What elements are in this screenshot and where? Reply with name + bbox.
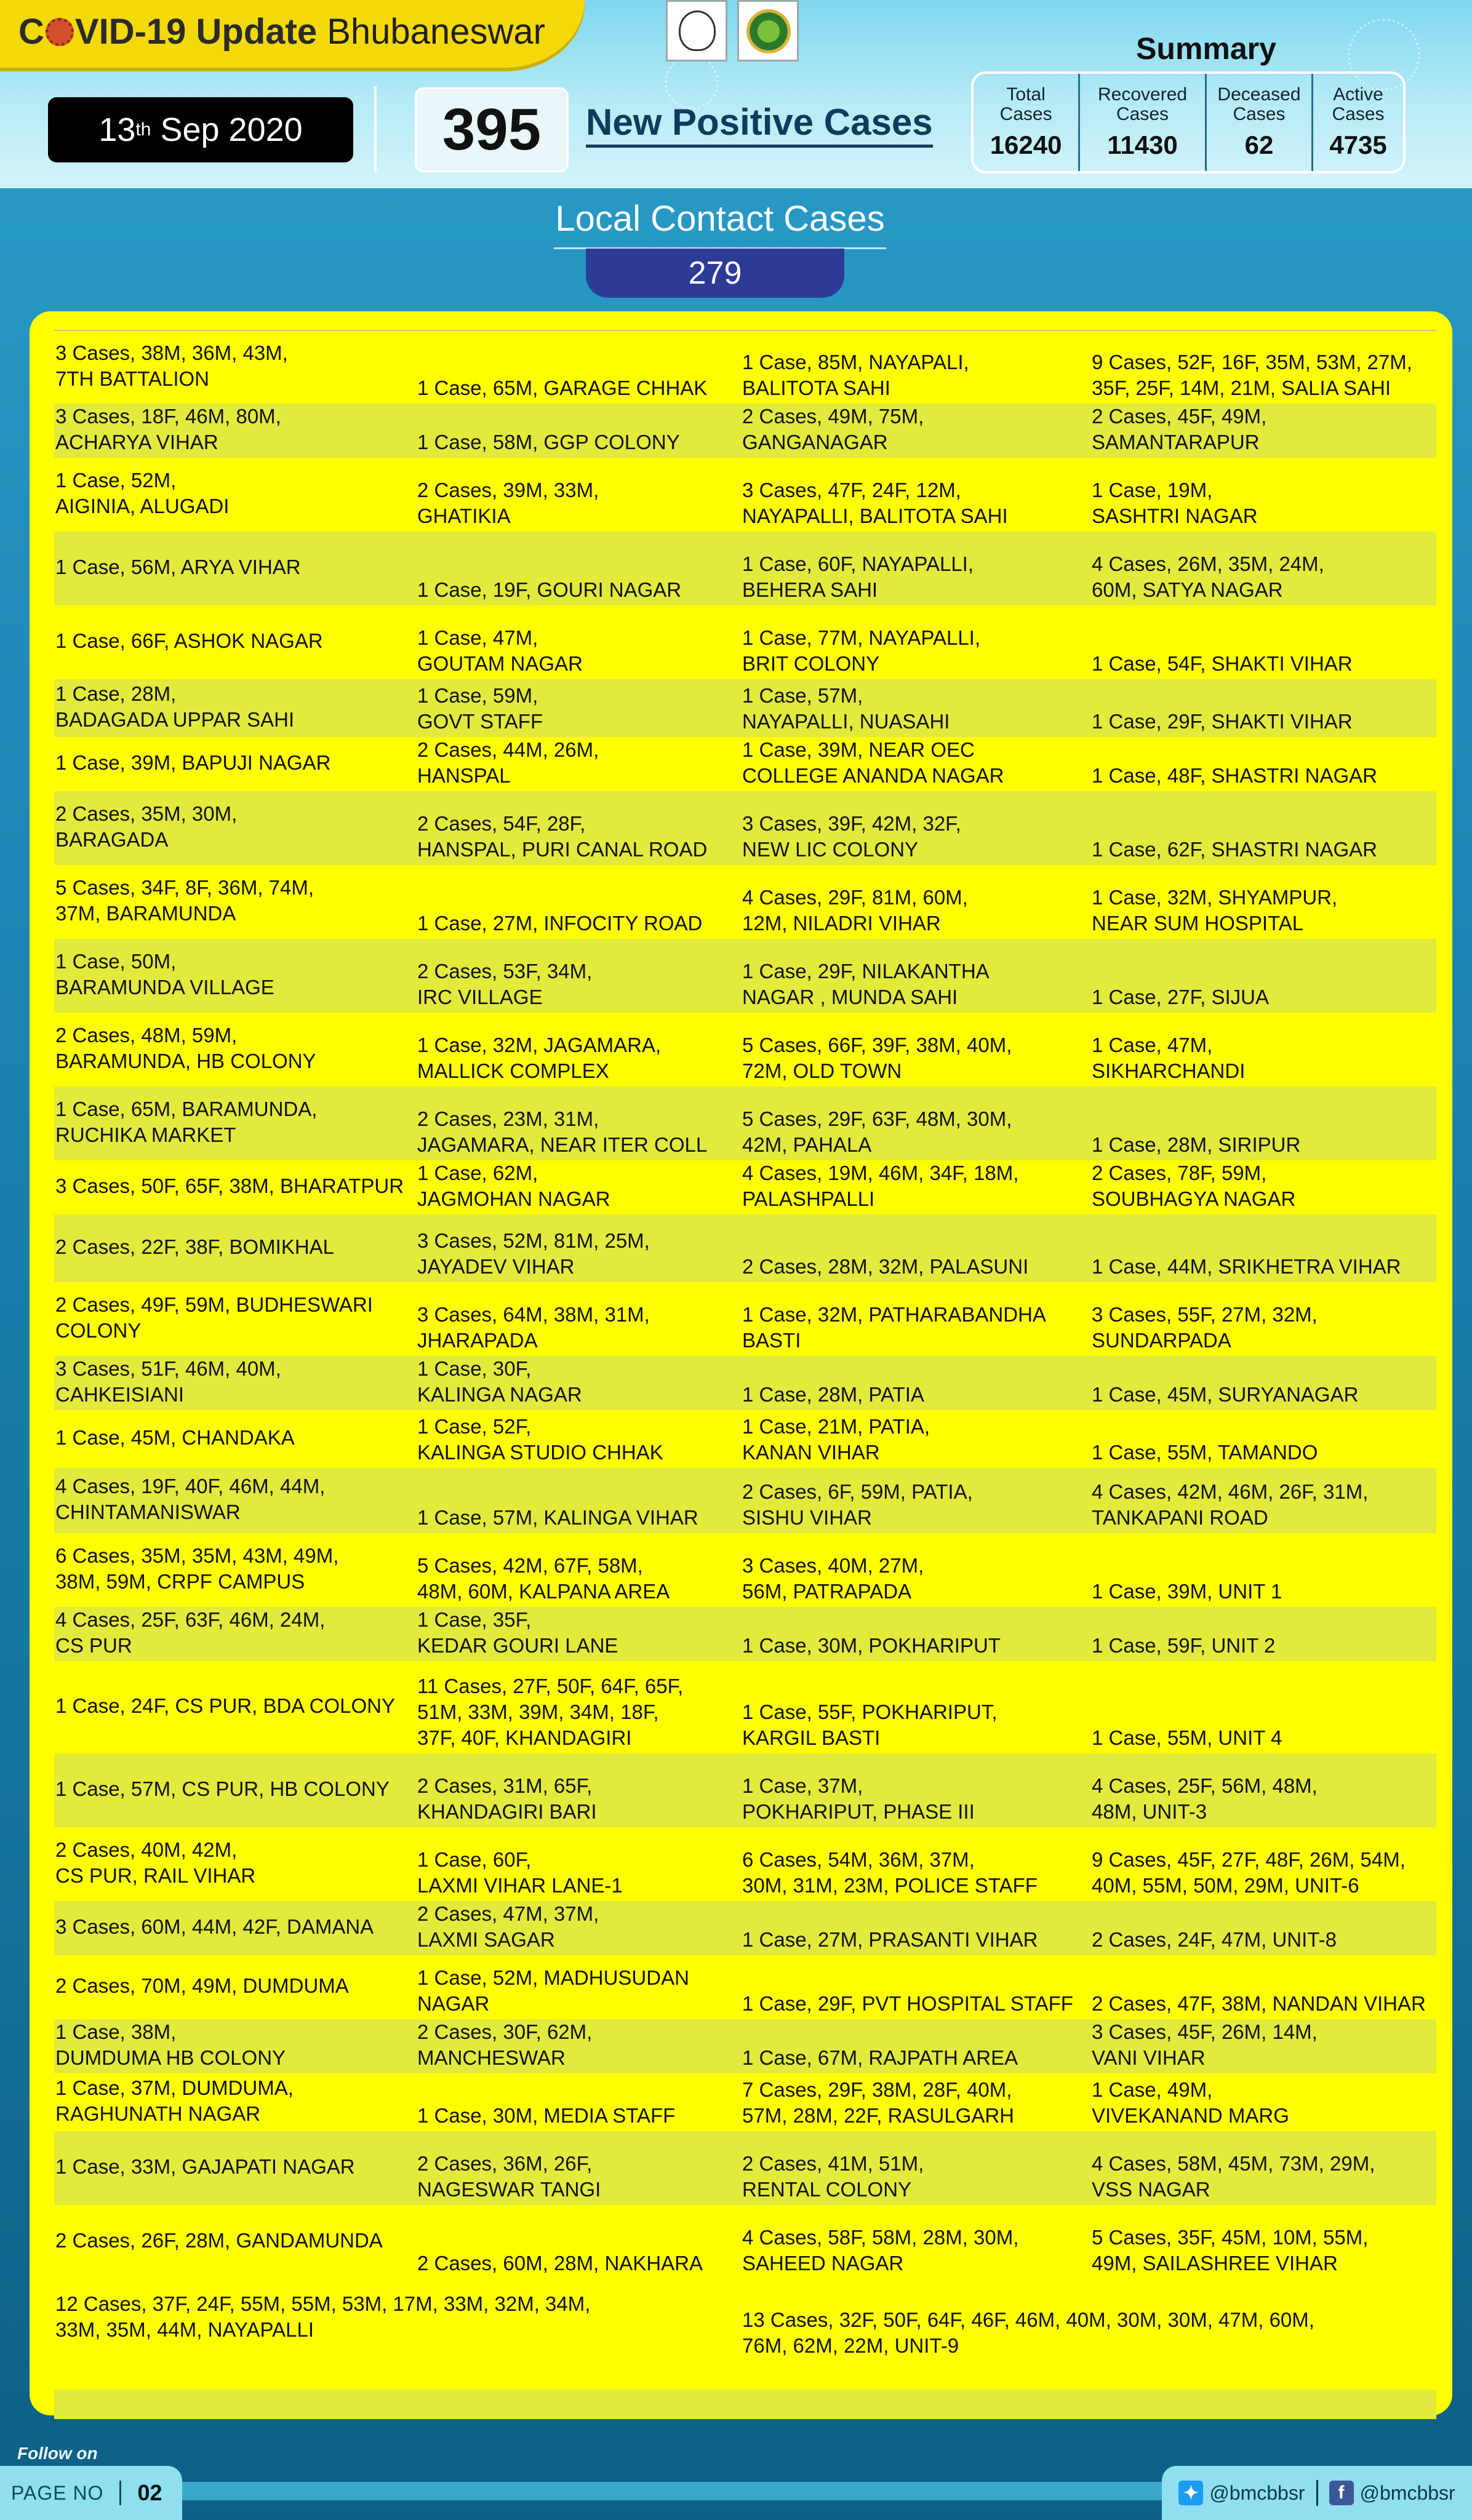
case-cell: 1 Case, 28M, SIRIPUR bbox=[1092, 1133, 1301, 1156]
case-cell: 1 Case, 77M, NAYAPALLI, BRIT COLONY bbox=[742, 626, 981, 675]
case-cell: 3 Cases, 50F, 65F, 38M, BHARATPUR bbox=[55, 1174, 404, 1197]
date-day: 13 bbox=[98, 111, 136, 148]
case-cell: 1 Case, 29F, SHAKTI VIHAR bbox=[1092, 710, 1353, 733]
case-cell: 1 Case, 57M, KALINGA VIHAR bbox=[417, 1506, 698, 1529]
case-cell: 4 Cases, 19F, 40F, 46M, 44M, CHINTAMANISWAR bbox=[55, 1475, 326, 1523]
twitter-link[interactable] bbox=[1178, 2481, 1305, 2505]
case-cell: 2 Cases, 30F, 62M, MANCHESWAR bbox=[417, 2020, 593, 2069]
case-cell: 1 Case, 39M, BAPUJI NAGAR bbox=[55, 751, 331, 774]
case-cell: 1 Case, 28M, PATIA bbox=[742, 1383, 924, 1406]
case-cell: 1 Case, 49M, VIVEKANAND MARG bbox=[1092, 2078, 1289, 2127]
case-cell: 2 Cases, 31M, 65F, KHANDAGIRI BARI bbox=[417, 1774, 597, 1823]
case-cell: 2 Cases, 53F, 34M, IRC VILLAGE bbox=[417, 960, 593, 1008]
emblem-seal-icon bbox=[679, 10, 716, 51]
case-cell: 1 Case, 60F, NAYAPALLI, BEHERA SAHI bbox=[742, 552, 974, 601]
table-row bbox=[54, 1533, 1436, 1607]
case-cell: 1 Case, 29F, NILAKANTHA NAGAR , MUNDA SAHI bbox=[742, 960, 990, 1008]
case-cell: 1 Case, 65M, BARAMUNDA, RUCHIKA MARKET bbox=[55, 1098, 318, 1146]
case-cell: 1 Case, 33M, GAJAPATI NAGAR bbox=[55, 2155, 355, 2178]
date-month-year: Sep 2020 bbox=[160, 111, 303, 148]
case-cell: 1 Case, 59M, GOVT STAFF bbox=[417, 684, 543, 733]
title-city: Bhubaneswar bbox=[327, 12, 545, 52]
cases-table bbox=[54, 330, 1436, 2419]
page-number: 02 bbox=[137, 2480, 162, 2505]
case-cell: 1 Case, 28M, BADAGADA UPPAR SAHI bbox=[55, 682, 295, 731]
case-cell: 4 Cases, 58M, 45M, 73M, 29M, VSS NAGAR bbox=[1092, 2152, 1375, 2201]
new-cases-count: 395 bbox=[415, 87, 569, 172]
case-cell: 4 Cases, 25F, 63F, 46M, 24M, CS PUR bbox=[55, 1608, 326, 1657]
facebook-icon: f bbox=[1329, 2481, 1354, 2505]
case-cell: 4 Cases, 58F, 58M, 28M, 30M, SAHEED NAGAR bbox=[742, 2226, 1019, 2275]
case-cell: 2 Cases, 47F, 38M, NANDAN VIHAR bbox=[1092, 1992, 1426, 2015]
header-divider bbox=[374, 86, 377, 172]
case-cell: 1 Case, 55M, TAMANDO bbox=[1092, 1441, 1318, 1464]
case-cell: 2 Cases, 41M, 51M, RENTAL COLONY bbox=[742, 2152, 924, 2201]
table-row bbox=[54, 1661, 1436, 1753]
twitter-handle: @bmcbbsr bbox=[1209, 2481, 1305, 2504]
case-cell: 2 Cases, 26F, 28M, GANDAMUNDA bbox=[55, 2229, 383, 2252]
table-row bbox=[54, 865, 1436, 939]
summary-title: Summary bbox=[1136, 31, 1276, 66]
case-cell: 2 Cases, 70M, 49M, DUMDUMA bbox=[55, 1974, 349, 1997]
case-cell: 1 Case, 52M, AIGINIA, ALUGADI bbox=[55, 469, 230, 517]
page-title bbox=[18, 11, 545, 52]
summary-recovered bbox=[1080, 74, 1207, 171]
case-cell: 1 Case, 47M, GOUTAM NAGAR bbox=[417, 626, 583, 675]
case-cell: 1 Case, 55M, UNIT 4 bbox=[1092, 1726, 1282, 1749]
table-row bbox=[54, 1753, 1436, 1827]
table-row bbox=[54, 737, 1436, 791]
table-row bbox=[54, 1901, 1436, 1955]
local-contact-title: Local Contact Cases bbox=[555, 199, 885, 239]
case-cell: 1 Case, 39M, NEAR OEC COLLEGE ANANDA NAGAR bbox=[742, 738, 1004, 787]
table-row bbox=[54, 1410, 1436, 1468]
case-cell: 2 Cases, 6F, 59M, PATIA, SISHU VIHAR bbox=[742, 1480, 973, 1529]
twitter-icon: ✦ bbox=[1178, 2481, 1203, 2505]
table-row bbox=[54, 532, 1436, 605]
table-row bbox=[54, 1356, 1436, 1410]
report-date bbox=[48, 97, 353, 162]
facebook-handle: @bmcbbsr bbox=[1359, 2481, 1455, 2504]
summary-total bbox=[974, 74, 1080, 171]
case-cell: 1 Case, 27M, INFOCITY ROAD bbox=[417, 912, 703, 935]
case-cell: 1 Case, 30F, KALINGA NAGAR bbox=[417, 1357, 582, 1406]
title-suffix: VID-19 Update bbox=[74, 12, 318, 52]
case-cell: 2 Cases, 45F, 49M, SAMANTARAPUR bbox=[1092, 405, 1267, 453]
table-row bbox=[54, 331, 1436, 404]
case-cell: 4 Cases, 26M, 35M, 24M, 60M, SATYA NAGAR bbox=[1092, 552, 1324, 601]
case-cell: 1 Case, 56M, ARYA VIHAR bbox=[55, 556, 301, 578]
case-cell: 4 Cases, 19M, 46M, 34F, 18M, PALASHPALLI bbox=[742, 1162, 1019, 1210]
case-cell: 5 Cases, 42M, 67F, 58M, 48M, 60M, KALPANA AREA bbox=[417, 1554, 670, 1603]
table-row bbox=[54, 939, 1436, 1013]
table-row bbox=[54, 1013, 1436, 1087]
page-number-tab bbox=[0, 2466, 182, 2520]
case-cell: 3 Cases, 64M, 38M, 31M, JHARAPADA bbox=[417, 1303, 650, 1352]
case-cell: 2 Cases, 48M, 59M, BARAMUNDA, HB COLONY bbox=[55, 1024, 316, 1072]
case-cell: 1 Case, 85M, NAYAPALI, BALITOTA SAHI bbox=[742, 351, 969, 399]
case-cell: 1 Case, 19F, GOURI NAGAR bbox=[417, 578, 682, 601]
case-cell: 4 Cases, 42M, 46M, 26F, 31M, TANKAPANI ROAD bbox=[1092, 1480, 1369, 1529]
case-cell: 1 Case, 19M, SASHTRI NAGAR bbox=[1092, 479, 1258, 527]
case-cell: 1 Case, 48F, SHASTRI NAGAR bbox=[1092, 764, 1377, 787]
case-cell: 5 Cases, 34F, 8F, 36M, 74M, 37M, BARAMUNDA bbox=[55, 876, 314, 925]
case-cell: 1 Case, 45M, CHANDAKA bbox=[55, 1426, 295, 1449]
date-suffix: th bbox=[135, 119, 151, 140]
table-row bbox=[54, 1160, 1436, 1214]
table-row bbox=[54, 1607, 1436, 1661]
case-cell: 1 Case, 62M, JAGMOHAN NAGAR bbox=[417, 1162, 610, 1210]
case-cell: 1 Case, 57M, NAYAPALLI, NUASAHI bbox=[742, 684, 950, 733]
case-cell: 1 Case, 21M, PATIA, KANAN VIHAR bbox=[742, 1415, 930, 1464]
case-cell: 1 Case, 30M, MEDIA STAFF bbox=[417, 2104, 676, 2127]
case-cell: 1 Case, 37M, DUMDUMA, RAGHUNATH NAGAR bbox=[55, 2076, 294, 2125]
case-cell: 1 Case, 67M, RAJPATH AREA bbox=[742, 2046, 1018, 2069]
case-cell: 1 Case, 52F, KALINGA STUDIO CHHAK bbox=[417, 1415, 663, 1464]
case-cell: 1 Case, 30M, POKHARIPUT bbox=[742, 1634, 1001, 1657]
case-cell: 1 Case, 39M, UNIT 1 bbox=[1092, 1580, 1282, 1603]
case-cell: 13 Cases, 32F, 50F, 64F, 46F, 46M, 40M, 30M, 30M, 47M, 60M, 76M, 62M, 22M, UNIT-9 bbox=[742, 2308, 1314, 2357]
summary-value: 62 bbox=[1244, 130, 1274, 159]
title-banner bbox=[0, 0, 585, 68]
case-cell: 1 Case, 60F, LAXMI VIHAR LANE-1 bbox=[417, 1848, 623, 1897]
case-cell: 5 Cases, 29F, 63F, 48M, 30M, 42M, PAHALA bbox=[742, 1107, 1012, 1156]
table-row bbox=[54, 791, 1436, 865]
summary-label: Active Cases bbox=[1332, 84, 1385, 124]
header bbox=[0, 0, 1472, 188]
case-cell: 12 Cases, 37F, 24F, 55M, 55M, 53M, 17M, 33M, 32M, 34M, 33M, 35M, 44M, NAYAPALLI bbox=[55, 2292, 591, 2341]
title-prefix: C bbox=[18, 12, 44, 52]
case-cell: 1 Case, 24F, CS PUR, BDA COLONY bbox=[55, 1694, 396, 1717]
local-contact-count: 279 bbox=[586, 249, 844, 298]
case-cell: 1 Case, 27M, PRASANTI VIHAR bbox=[742, 1928, 1038, 1951]
case-cell: 6 Cases, 35M, 35M, 43M, 49M, 38M, 59M, CRPF CAMPUS bbox=[55, 1544, 339, 1593]
case-cell: 1 Case, 35F, KEDAR GOURI LANE bbox=[417, 1608, 618, 1657]
case-cell: 2 Cases, 60M, 28M, NAKHARA bbox=[417, 2252, 703, 2275]
case-cell: 1 Case, 59F, UNIT 2 bbox=[1092, 1634, 1276, 1657]
case-cell: 3 Cases, 18F, 46M, 80M, ACHARYA VIHAR bbox=[55, 405, 281, 453]
case-cell: 6 Cases, 54M, 36M, 37M, 30M, 31M, 23M, POLICE STAFF bbox=[742, 1848, 1038, 1897]
case-cell: 1 Case, 32M, SHYAMPUR, NEAR SUM HOSPITAL bbox=[1092, 886, 1338, 935]
case-cell: 2 Cases, 36M, 26F, NAGESWAR TANGI bbox=[417, 2152, 601, 2201]
case-cell: 2 Cases, 28M, 32M, PALASUNI bbox=[742, 1255, 1029, 1278]
table-row bbox=[54, 1282, 1436, 1356]
table-row bbox=[54, 1087, 1436, 1160]
table-row bbox=[54, 2131, 1436, 2205]
case-cell: 1 Case, 47M, SIKHARCHANDI bbox=[1092, 1034, 1246, 1082]
case-cell: 3 Cases, 52M, 81M, 25M, JAYADEV VIHAR bbox=[417, 1229, 650, 1278]
page-label: PAGE NO bbox=[11, 2481, 104, 2504]
summary-value: 16240 bbox=[990, 130, 1062, 159]
case-cell: 1 Case, 27F, SIJUA bbox=[1092, 986, 1269, 1008]
table-row bbox=[54, 1955, 1436, 2019]
case-cell: 3 Cases, 40M, 27M, 56M, PATRAPADA bbox=[742, 1554, 924, 1603]
case-cell: 3 Cases, 51F, 46M, 40M, CAHKEISIANI bbox=[55, 1357, 281, 1406]
case-cell: 9 Cases, 52F, 16F, 35M, 53M, 27M, 35F, 25F, 14M, 21M, SALIA SAHI bbox=[1092, 351, 1412, 399]
case-cell: 9 Cases, 45F, 27F, 48F, 26M, 54M, 40M, 55M, 50M, 29M, UNIT-6 bbox=[1092, 1848, 1406, 1897]
case-cell: 1 Case, 32M, JAGAMARA, MALLICK COMPLEX bbox=[417, 1034, 662, 1082]
case-cell: 2 Cases, 35M, 30M, BARAGADA bbox=[55, 802, 238, 851]
table-row bbox=[54, 679, 1436, 737]
case-cell: 1 Case, 32M, PATHARABANDHA BASTI bbox=[742, 1303, 1046, 1352]
case-cell: 1 Case, 58M, GGP COLONY bbox=[417, 431, 680, 453]
case-cell: 5 Cases, 66F, 39F, 38M, 40M, 72M, OLD TOWN bbox=[742, 1034, 1012, 1082]
case-cell: 3 Cases, 38M, 36M, 43M, 7TH BATTALION bbox=[55, 341, 288, 390]
case-cell: 1 Case, 37M, POKHARIPUT, PHASE III bbox=[742, 1774, 975, 1823]
table-row bbox=[54, 404, 1436, 458]
case-cell: 2 Cases, 47M, 37M, LAXMI SAGAR bbox=[417, 1902, 599, 1951]
summary-label: Deceased Cases bbox=[1217, 84, 1301, 124]
social-links bbox=[1162, 2466, 1472, 2520]
case-cell: 1 Case, 57M, CS PUR, HB COLONY bbox=[55, 1777, 390, 1800]
case-cell: 1 Case, 62F, SHASTRI NAGAR bbox=[1092, 838, 1377, 861]
case-cell: 1 Case, 38M, DUMDUMA HB COLONY bbox=[55, 2020, 286, 2069]
case-cell: 2 Cases, 23M, 31M, JAGAMARA, NEAR ITER COLL bbox=[417, 1107, 708, 1156]
odisha-emblem-logo bbox=[666, 0, 727, 62]
case-cell: 7 Cases, 29F, 38M, 28F, 40M, 57M, 28M, 22F, RASULGARH bbox=[742, 2078, 1014, 2127]
case-cell: 2 Cases, 78F, 59M, SOUBHAGYA NAGAR bbox=[1092, 1162, 1296, 1210]
case-cell: 3 Cases, 47F, 24F, 12M, NAYAPALLI, BALITOTA SAHI bbox=[742, 479, 1008, 527]
case-cell: 4 Cases, 25F, 56M, 48M, 48M, UNIT-3 bbox=[1092, 1774, 1318, 1823]
case-cell: 3 Cases, 45F, 26M, 14M, VANI VIHAR bbox=[1092, 2020, 1318, 2069]
case-cell: 2 Cases, 39M, 33M, GHATIKIA bbox=[417, 479, 599, 527]
case-cell: 3 Cases, 55F, 27M, 32M, SUNDARPADA bbox=[1092, 1303, 1318, 1352]
page-separator bbox=[119, 2481, 121, 2505]
case-cell: 3 Cases, 60M, 44M, 42F, DAMANA bbox=[55, 1915, 374, 1938]
case-cell: 1 Case, 50M, BARAMUNDA VILLAGE bbox=[55, 950, 274, 999]
summary-box bbox=[971, 71, 1406, 173]
table-row bbox=[54, 2019, 1436, 2073]
case-cell: 2 Cases, 44M, 26M, HANSPAL bbox=[417, 738, 599, 787]
case-cell: 5 Cases, 35F, 45M, 10M, 55M, 49M, SAILASHREE VIHAR bbox=[1092, 2226, 1369, 2275]
summary-value: 4735 bbox=[1329, 130, 1387, 159]
table-row bbox=[54, 458, 1436, 532]
summary-active bbox=[1313, 74, 1403, 171]
social-separator bbox=[1316, 2480, 1318, 2506]
summary-label: Recovered Cases bbox=[1098, 84, 1188, 124]
table-row bbox=[54, 1827, 1436, 1901]
table-row bbox=[54, 2073, 1436, 2131]
case-cell: 2 Cases, 49F, 59M, BUDHESWARI COLONY bbox=[55, 1293, 373, 1342]
case-cell: 1 Case, 29F, PVT HOSPITAL STAFF bbox=[742, 1992, 1073, 2015]
case-cell: 2 Cases, 24F, 47M, UNIT-8 bbox=[1092, 1928, 1337, 1951]
virus-icon bbox=[46, 18, 74, 46]
case-cell: 2 Cases, 54F, 28F, HANSPAL, PURI CANAL ROAD bbox=[417, 812, 708, 861]
case-cell: 1 Case, 44M, SRIKHETRA VIHAR bbox=[1092, 1255, 1401, 1278]
case-cell: 11 Cases, 27F, 50F, 64F, 65F, 51M, 33M, 39M, 34M, 18F, 37F, 40F, KHANDAGIRI bbox=[417, 1675, 684, 1749]
table-row bbox=[54, 605, 1436, 679]
summary-label: Total Cases bbox=[999, 84, 1052, 124]
table-row bbox=[54, 1468, 1436, 1533]
case-cell: 1 Case, 55F, POKHARIPUT, KARGIL BASTI bbox=[742, 1701, 998, 1749]
table-row bbox=[54, 2279, 1436, 2390]
table-row bbox=[54, 2205, 1436, 2279]
case-cell: 1 Case, 52M, MADHUSUDAN NAGAR bbox=[417, 1966, 689, 2015]
case-cell: 2 Cases, 40M, 42M, CS PUR, RAIL VIHAR bbox=[55, 1838, 256, 1887]
case-cell: 1 Case, 65M, GARAGE CHHAK bbox=[417, 377, 708, 399]
facebook-link[interactable] bbox=[1329, 2481, 1455, 2505]
case-cell: 3 Cases, 39F, 42M, 32F, NEW LIC COLONY bbox=[742, 812, 961, 861]
summary-deceased bbox=[1207, 74, 1313, 171]
bmc-seal-icon bbox=[746, 9, 791, 54]
summary-value: 11430 bbox=[1107, 130, 1178, 159]
case-cell: 1 Case, 45M, SURYANAGAR bbox=[1092, 1383, 1359, 1406]
bmc-logo bbox=[737, 0, 799, 62]
case-cell: 4 Cases, 29F, 81M, 60M, 12M, NILADRI VIHAR bbox=[742, 886, 968, 935]
case-cell: 2 Cases, 22F, 38F, BOMIKHAL bbox=[55, 1235, 335, 1258]
case-cell: 2 Cases, 49M, 75M, GANGANAGAR bbox=[742, 405, 924, 453]
table-row-spacer bbox=[54, 2390, 1436, 2419]
follow-on-label: Follow on bbox=[17, 2444, 98, 2463]
case-cell: 1 Case, 54F, SHAKTI VIHAR bbox=[1092, 652, 1353, 675]
new-cases-label: New Positive Cases bbox=[586, 101, 933, 148]
table-row bbox=[54, 1214, 1436, 1282]
case-cell: 1 Case, 66F, ASHOK NAGAR bbox=[55, 629, 323, 652]
